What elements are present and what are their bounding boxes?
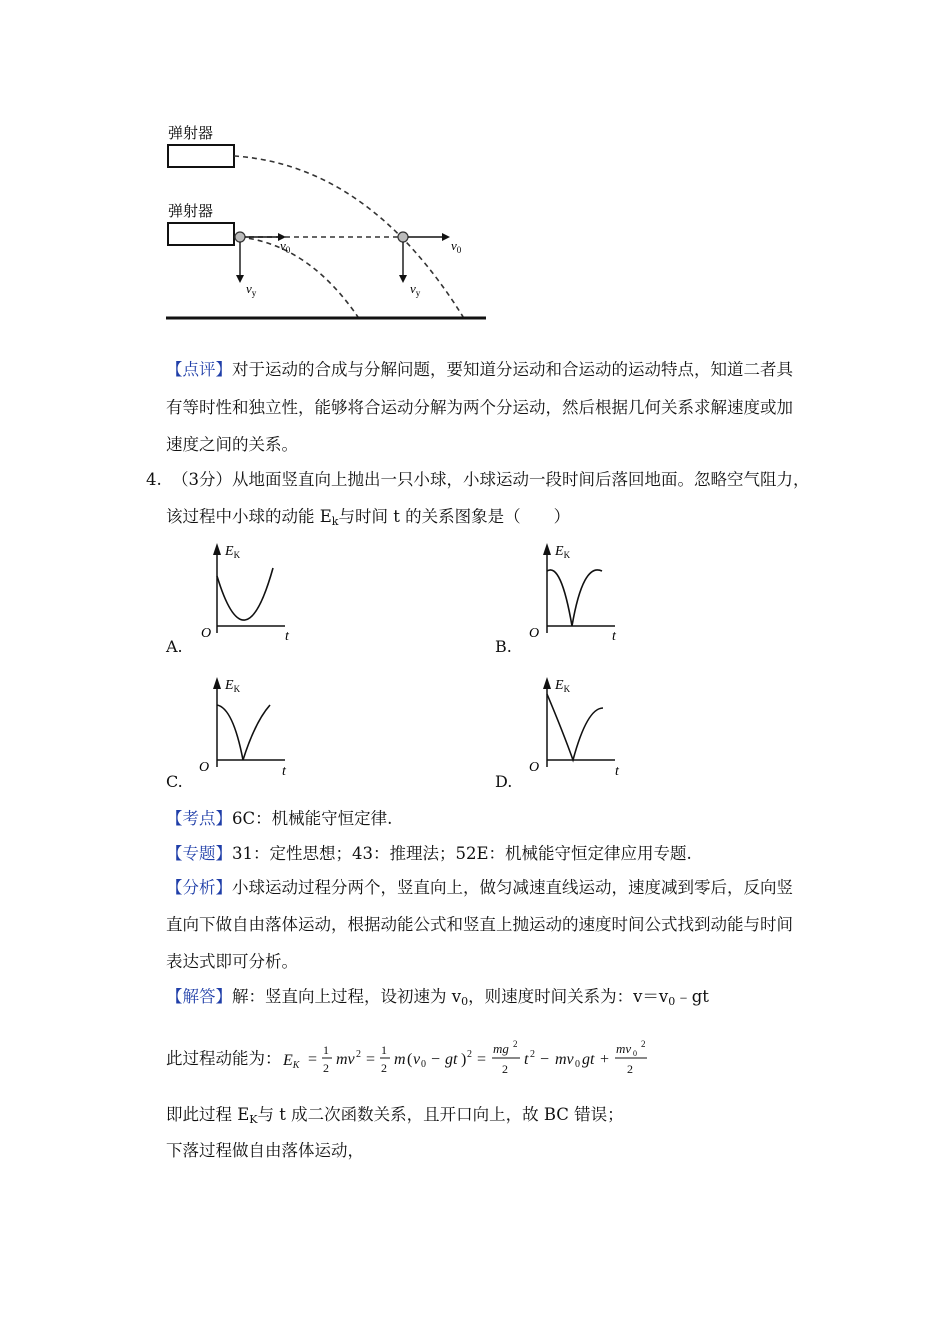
kaodian-line: 【考点】6C：机械能守恒定律. [166,809,393,828]
svg-text:1: 1 [381,1043,387,1057]
curve-a [217,568,273,620]
launcher-box-bottom [168,223,234,245]
svg-text:=: = [308,1051,318,1068]
graph-b [525,538,635,648]
graph-c [195,672,305,782]
vy-arrowhead-1 [236,275,244,283]
curve-d [547,694,603,760]
trajectory-top [234,156,465,320]
svg-text:2: 2 [467,1049,472,1060]
question-line-2: 该过程中小球的动能 $E_k$与时间 t 的关系图象是（ ） [166,507,571,528]
vy-arrowhead-2 [399,275,407,283]
fenxi-line-3: 表达式即可分析。 [166,952,298,971]
option-c-label[interactable]: C. [166,772,183,791]
vy-label-2: $v_y$ [410,281,421,298]
svg-text:gt: gt [582,1051,595,1068]
fall-line: 下落过程做自由落体运动， [166,1141,364,1160]
comment-tag: 【点评】 [166,360,232,379]
svg-text:2: 2 [323,1061,329,1075]
kaodian-tag: 【考点】 [166,809,232,828]
svg-text:mv: mv [555,1051,574,1068]
ball-2 [398,232,408,242]
svg-text:(: ( [407,1051,413,1068]
fenxi-line-2: 直向下做自由落体运动，根据动能公式和竖直上抛运动的速度时间公式找到动能与时间 [166,915,793,934]
svg-text:gt: gt [445,1051,458,1068]
svg-text:v: v [413,1051,421,1068]
comment-line-3: 速度之间的关系。 [166,435,298,454]
origin-label: O [529,626,540,641]
svg-text:0: 0 [575,1059,580,1070]
svg-text:−: − [540,1051,550,1068]
t-label: t [282,764,286,779]
svg-text:mv: mv [616,1041,632,1056]
graph-a [195,538,305,648]
svg-text:=: = [366,1051,376,1068]
comment-line-2: 有等时性和独立性，能够将合运动分解为两个分运动，然后根据几何关系求解速度或加 [166,398,793,417]
question-number: 4. [146,470,162,489]
ek-label: $E_K$ [555,544,571,560]
energy-prefix: 此过程动能为： [166,1049,282,1068]
t-label: t [615,764,619,779]
svg-text:mv: mv [336,1051,355,1068]
v0-label-2: $v_0$ [451,238,462,255]
ek-label: $E_K$ [555,678,571,694]
y-axis-arrow [543,677,551,689]
y-axis-arrow [213,677,221,689]
svg-text:t: t [524,1051,529,1068]
svg-text:2: 2 [530,1049,535,1060]
v0-arrowhead-2 [442,233,450,241]
launcher-diagram [160,115,500,330]
svg-text:mg: mg [493,1041,509,1056]
ek-label: $E_K$ [225,544,241,560]
svg-text:2: 2 [356,1049,361,1060]
option-a-label[interactable]: A. [166,637,183,656]
origin-label: O [199,760,210,775]
svg-text:2: 2 [627,1062,633,1076]
svg-text:−: − [431,1051,441,1068]
svg-text:1: 1 [323,1043,329,1057]
option-b-label[interactable]: B. [495,637,512,656]
conclusion-line: 即此过程 $E_K$与 t 成二次函数关系，且开口向上，故 BC 错误； [166,1105,624,1126]
ek-label: $E_K$ [225,678,241,694]
launcher-box-top [168,145,234,167]
t-label: t [612,629,616,644]
ball-1 [235,232,245,242]
vy-label-1: $v_y$ [246,281,257,298]
svg-text:2: 2 [381,1061,387,1075]
svg-text:0: 0 [633,1049,637,1058]
fenxi-tag: 【分析】 [166,878,232,897]
jieda-tag: 【解答】 [166,987,232,1006]
curve-c [217,705,270,760]
zhuanti-line: 【专题】31：定性思想；43：推理法；52E：机械能守恒定律应用专题. [166,844,692,863]
jieda-line: 【解答】解：竖直向上过程，设初速为 $v_0$，则速度时间关系为：$v=v_0﹣gt$ [166,987,709,1008]
svg-text:0: 0 [421,1059,426,1070]
option-d-label[interactable]: D. [495,772,513,791]
zhuanti-tag: 【专题】 [166,844,232,863]
launcher-label-top: 弹射器 [168,126,214,142]
graph-d [525,672,635,782]
svg-text:): ) [461,1051,467,1068]
trajectory-bottom [240,237,360,320]
y-axis-arrow [543,543,551,555]
svg-text:2: 2 [513,1039,518,1049]
energy-formula [283,1036,693,1084]
svg-text:EK: EK [283,1052,300,1071]
fenxi-line-1: 【分析】小球运动过程分两个，竖直向上，做匀减速直线运动，速度减到零后，反向竖 [166,878,793,897]
question-line-1: （3分）从地面竖直向上抛出一只小球，小球运动一段时间后落回地面。忽略空气阻力， [172,470,810,489]
svg-text:2: 2 [641,1039,646,1049]
origin-label: O [201,626,212,641]
t-label: t [285,629,289,644]
v0-label-1: $v_0$ [280,238,291,255]
launcher-label-bottom: 弹射器 [168,204,214,220]
curve-b [547,570,602,626]
comment-line-1: 【点评】对于运动的合成与分解问题，要知道分运动和合运动的运动特点，知道二者具 [166,360,793,379]
y-axis-arrow [213,543,221,555]
svg-text:=: = [477,1051,487,1068]
svg-text:m: m [394,1051,406,1068]
svg-text:2: 2 [502,1062,508,1076]
svg-text:+: + [600,1051,610,1068]
origin-label: O [529,760,540,775]
